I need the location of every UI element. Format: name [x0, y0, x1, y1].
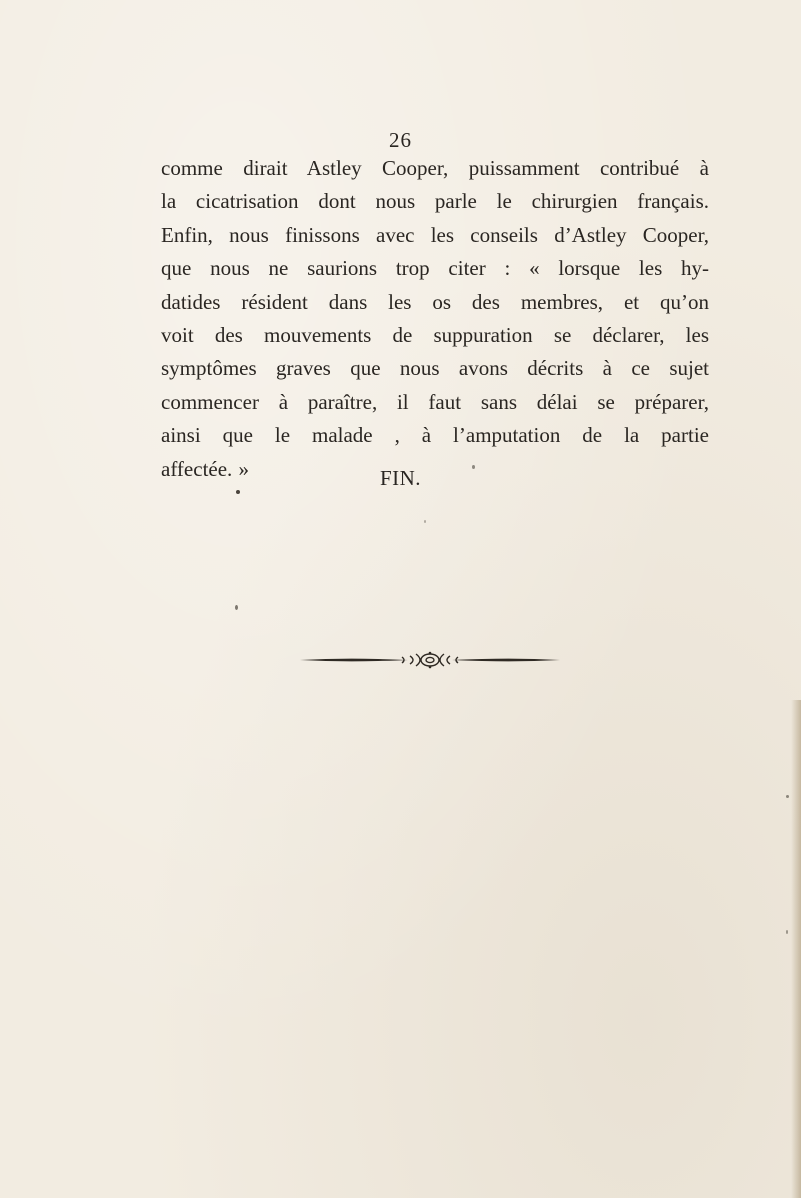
end-mark: FIN.: [379, 466, 422, 490]
ornamental-rule-icon: [298, 650, 562, 670]
text-line: affectée. »: [161, 456, 250, 481]
text-line: commencer à paraître, il faut sans délai se préparer,: [161, 389, 709, 414]
text-line: symptômes graves que nous avons décrits à ce sujet: [161, 356, 709, 381]
text-line: ainsi que le malade , à l’amputation de la partie: [161, 423, 709, 448]
body-paragraph: [161, 152, 709, 486]
text-line: voit des mouvements de suppuration se déclarer, les: [161, 322, 709, 347]
text-line: Enfin, nous finissons avec les conseils d’Astley Cooper,: [161, 222, 709, 247]
page-edge-shadow: [791, 700, 801, 1198]
text-line: comme dirait Astley Cooper, puissamment contribué à: [161, 156, 709, 180]
text-line: la cicatrisation dont nous parle le chirurgien français.: [161, 189, 709, 214]
text-line: datides résident dans les os des membres, et qu’on: [161, 289, 709, 314]
paper-speck: [786, 795, 789, 798]
paper-speck: [424, 520, 426, 523]
paper-speck: [786, 930, 788, 934]
paper-speck: [236, 490, 240, 494]
paper-speck: [472, 465, 475, 469]
text-line: que nous ne saurions trop citer : « lorsque les hy-: [161, 256, 709, 281]
page-number: 26: [389, 128, 412, 152]
paper-speck: [235, 605, 238, 610]
